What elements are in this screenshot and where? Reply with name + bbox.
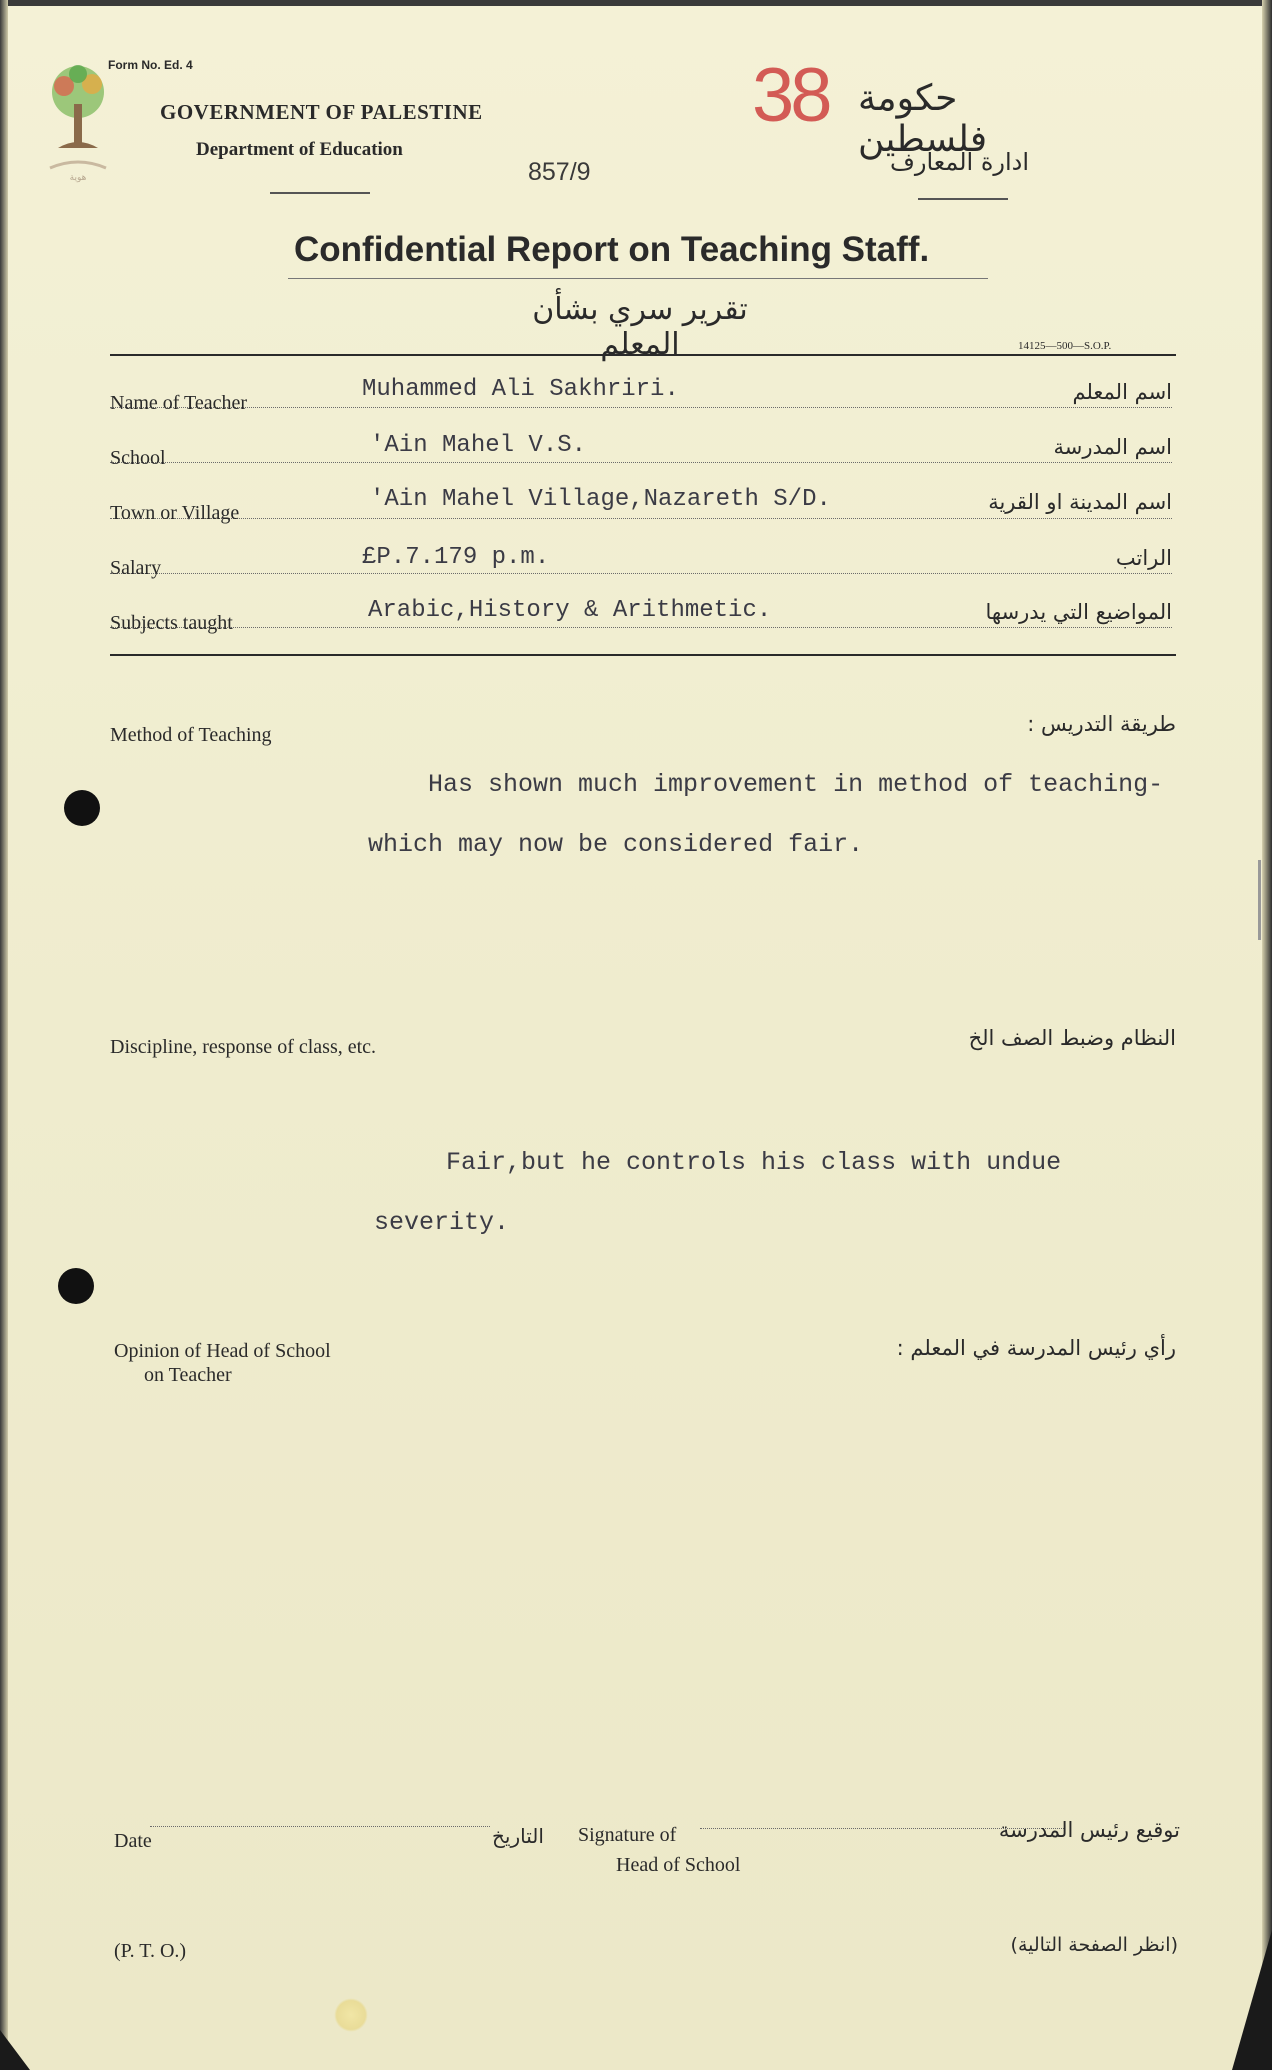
signature-arabic-label: توقيع رئيس المدرسة bbox=[998, 1818, 1180, 1842]
opinion-arabic-label: رأي رئيس المدرسة في المعلم : bbox=[896, 1336, 1176, 1360]
scan-corner bbox=[0, 2030, 30, 2070]
file-number: 857/9 bbox=[528, 158, 591, 186]
field-arabic-label: اسم المدينة او القرية bbox=[988, 490, 1172, 514]
method-text-line-2: which may now be considered fair. bbox=[368, 830, 864, 859]
signature-label: Signature of bbox=[578, 1824, 677, 1846]
government-heading: GOVERNMENT OF PALESTINE bbox=[160, 100, 483, 124]
field-label: School bbox=[110, 447, 166, 469]
field-label: Name of Teacher bbox=[110, 392, 248, 414]
margin-mark bbox=[1258, 860, 1261, 940]
pto-arabic-label: (انظر الصفحة التالية) bbox=[1010, 1934, 1178, 1956]
field-value: 'Ain Mahel V.S. bbox=[370, 432, 587, 459]
method-arabic-label: طريقة التدريس : bbox=[1027, 712, 1176, 736]
dotted-line bbox=[110, 549, 1172, 574]
discipline-text-line-2: severity. bbox=[374, 1208, 510, 1237]
department-heading: Department of Education bbox=[196, 139, 403, 160]
method-text-line-1: Has shown much improvement in method of teaching- bbox=[428, 770, 1164, 799]
arabic-department-heading: ادارة المعارف bbox=[890, 148, 1030, 176]
scan-edge-top bbox=[0, 0, 1272, 6]
date-arabic-label: التاريخ bbox=[492, 1824, 544, 1848]
opinion-label-line-2: on Teacher bbox=[144, 1364, 232, 1386]
field-arabic-label: الراتب bbox=[1115, 546, 1172, 570]
dotted-line bbox=[110, 438, 1172, 463]
field-arabic-label: اسم المدرسة bbox=[1053, 435, 1172, 459]
head-of-school-label: Head of School bbox=[616, 1854, 741, 1876]
date-dotted-line bbox=[150, 1826, 490, 1827]
scan-edge-right bbox=[1262, 0, 1272, 2070]
form-number: Form No. Ed. 4 bbox=[108, 58, 193, 72]
rule-top bbox=[110, 354, 1176, 356]
paper-stain bbox=[334, 1998, 368, 2032]
field-value: Arabic,History & Arithmetic. bbox=[368, 597, 772, 624]
svg-text:هوية: هوية bbox=[69, 173, 87, 183]
rule-bottom bbox=[110, 654, 1176, 656]
discipline-arabic-label: النظام وضبط الصف الخ bbox=[968, 1026, 1176, 1050]
print-code: 14125—500—S.O.P. bbox=[1018, 340, 1112, 352]
title-underline bbox=[288, 278, 988, 279]
divider bbox=[270, 192, 370, 194]
page-title: Confidential Report on Teaching Staff. bbox=[294, 230, 930, 269]
scan-edge-left bbox=[0, 0, 8, 2070]
field-label: Town or Village bbox=[110, 502, 240, 524]
scan-corner bbox=[1232, 1930, 1272, 2070]
field-label: Subjects taught bbox=[110, 612, 233, 634]
archive-tree-logo bbox=[38, 52, 118, 192]
punch-hole bbox=[64, 790, 100, 826]
field-value: Muhammed Ali Sakhriri. bbox=[362, 376, 679, 403]
field-arabic-label: المواضيع التي يدرسها bbox=[985, 600, 1172, 624]
field-value: 'Ain Mahel Village,Nazareth S/D. bbox=[370, 486, 831, 513]
field-label: Salary bbox=[110, 557, 162, 579]
method-label: Method of Teaching bbox=[110, 724, 272, 746]
arabic-page-title: تقرير سري بشأن المعلم bbox=[532, 292, 748, 362]
field-arabic-label: اسم المعلم bbox=[1072, 380, 1172, 404]
date-label: Date bbox=[114, 1830, 152, 1852]
divider bbox=[918, 198, 1008, 200]
discipline-text-line-1: Fair,but he controls his class with undue bbox=[446, 1148, 1062, 1177]
opinion-label: Opinion of Head of School bbox=[114, 1340, 331, 1362]
arabic-government-heading: حكومة فلسطين bbox=[858, 78, 988, 160]
folio-number: 38 bbox=[752, 53, 829, 138]
pto-label: (P. T. O.) bbox=[114, 1940, 187, 1962]
discipline-label: Discipline, response of class, etc. bbox=[110, 1036, 377, 1058]
punch-hole bbox=[58, 1268, 94, 1304]
field-value: £P.7.179 p.m. bbox=[362, 544, 550, 571]
